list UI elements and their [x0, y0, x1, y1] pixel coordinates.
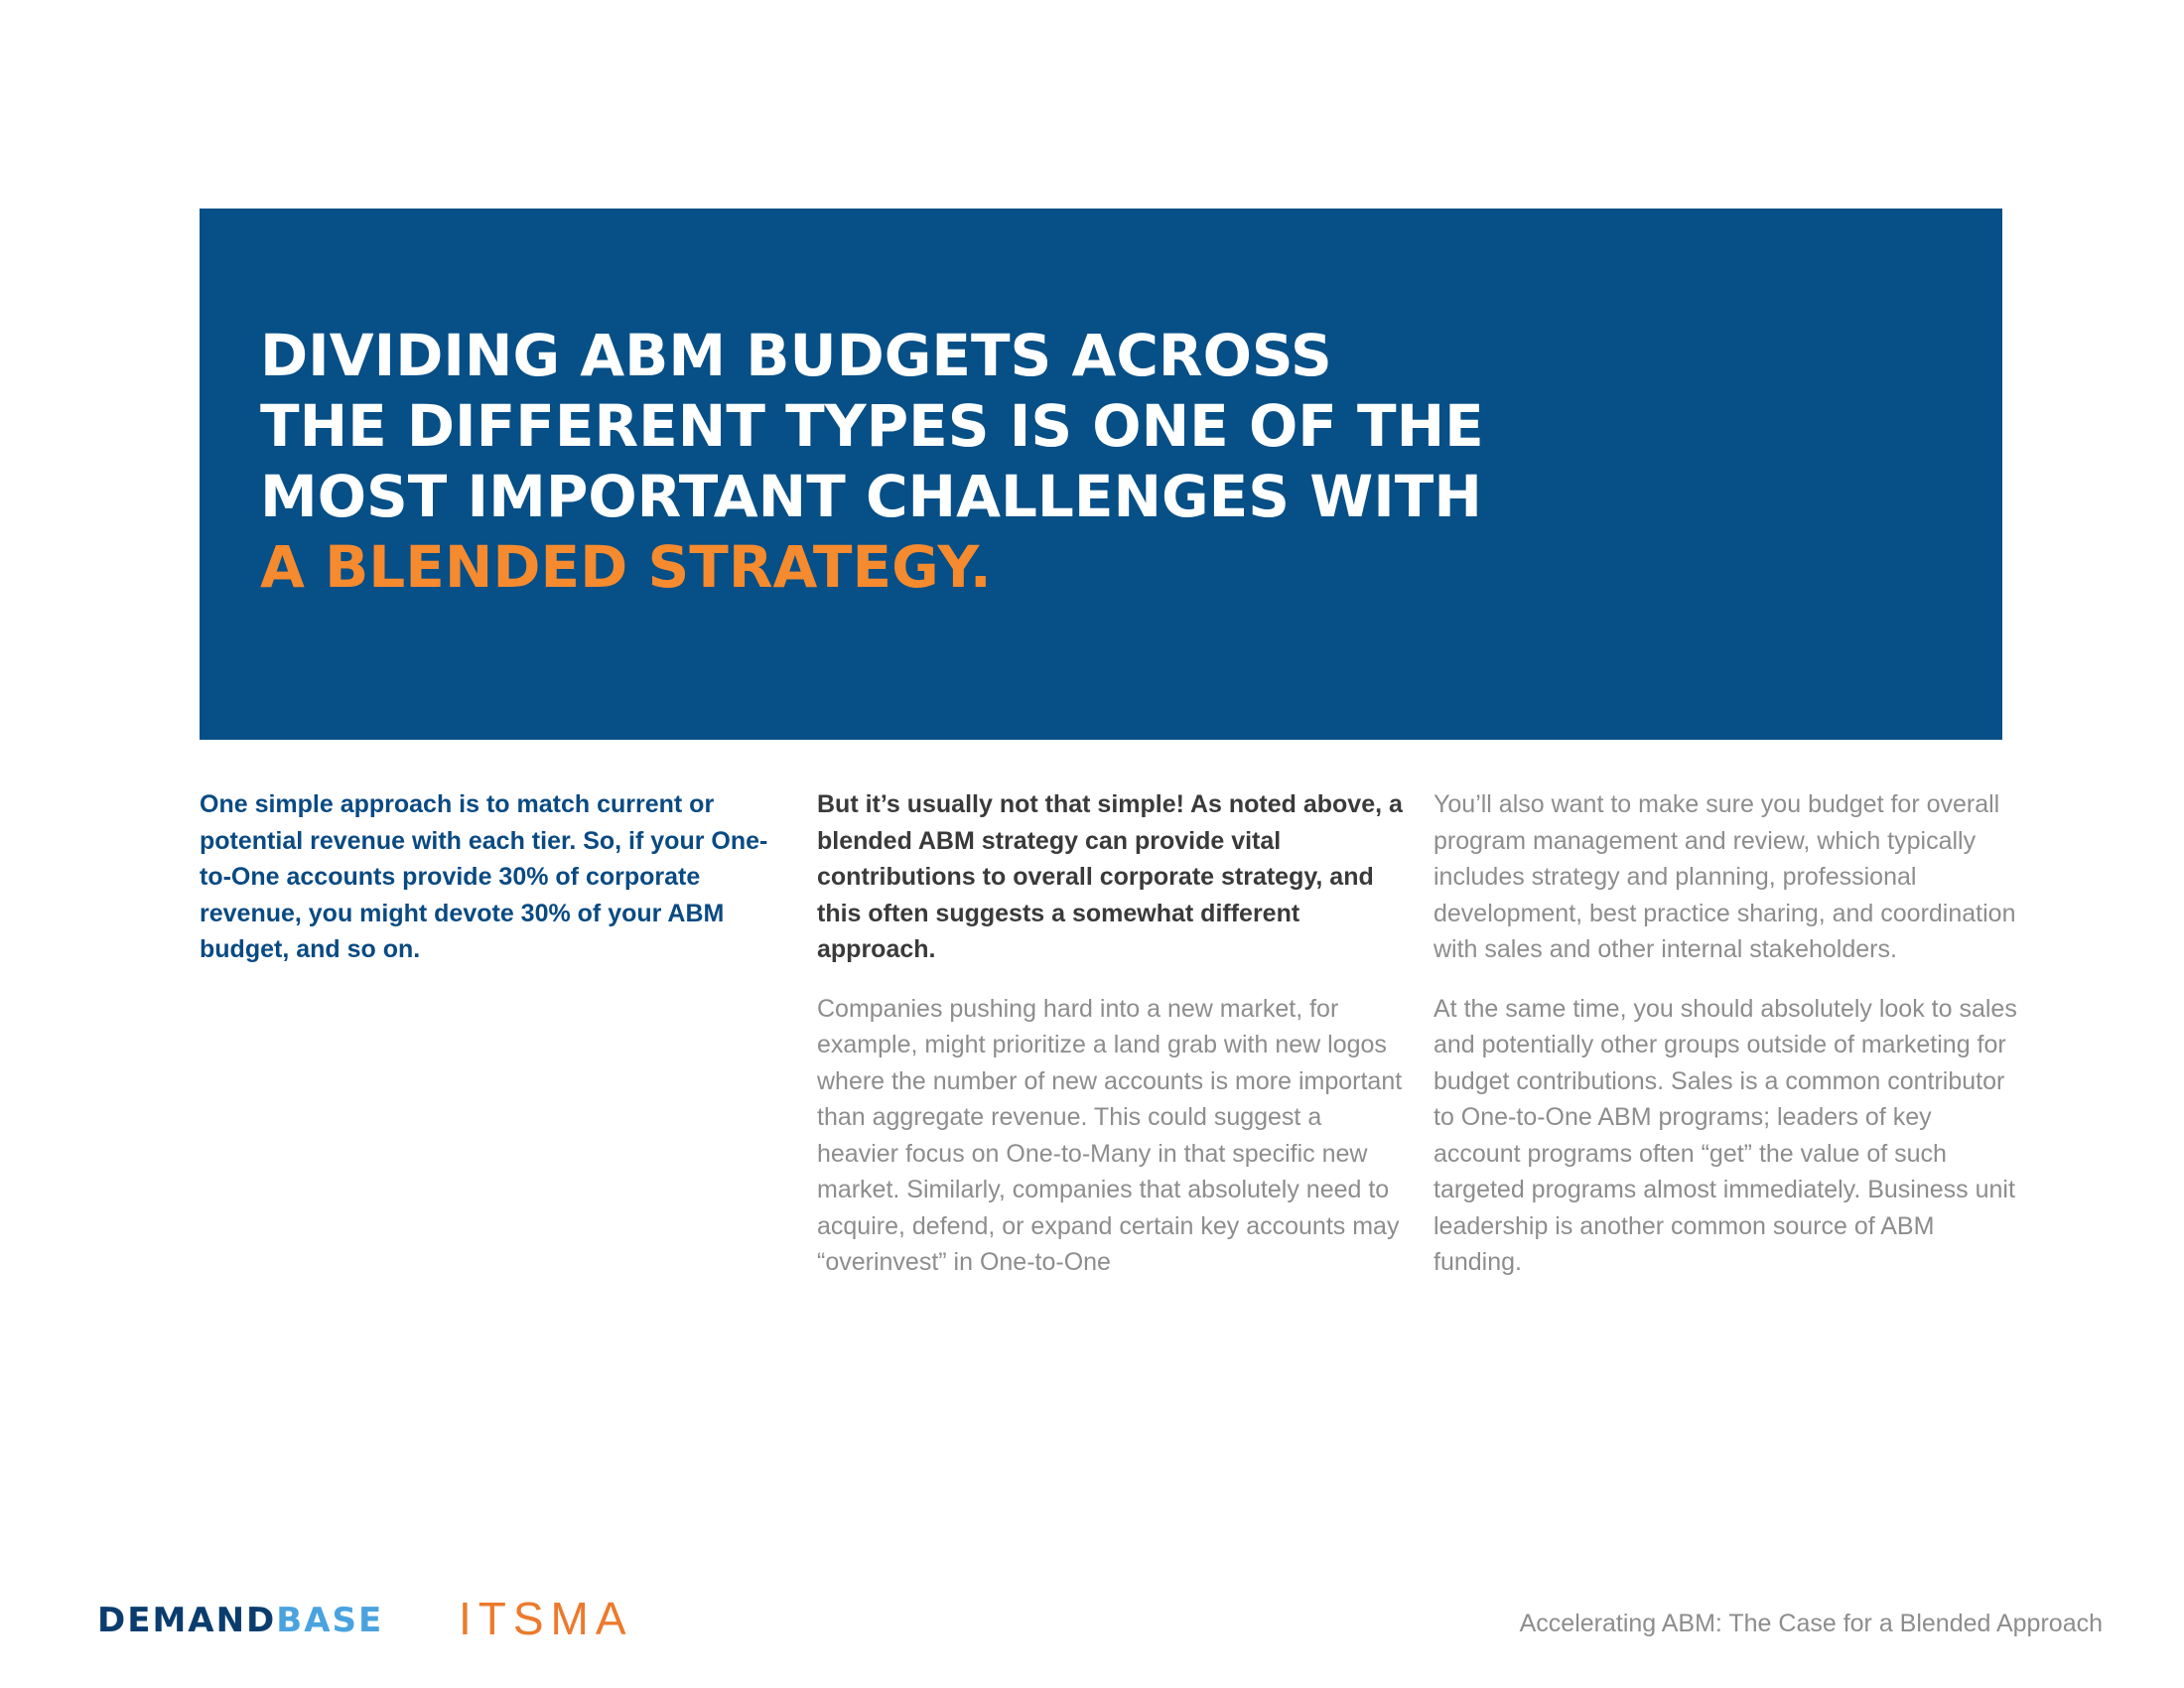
column-right — [1433, 786, 2019, 1304]
column-right-body-2: At the same time, you should absolutely look to sales and potentially other groups outside of marketing for budget contributions. Sales is a common contributor to One-to-One ABM programs; leaders of key account programs often “get” the value of such targeted programs almost immediately. Business unit leadership is another common source of ABM funding. — [1433, 994, 2017, 1276]
column-middle-lead: But it’s usually not that simple! As noted above, a blended ABM strategy can provide vital contributions to overall corporate strategy, and this often suggests a somewhat different approach. — [817, 790, 1403, 963]
headline-banner — [200, 209, 2002, 740]
headline — [260, 321, 1484, 603]
headline-line-2: THE DIFFERENT TYPES IS ONE OF THE — [260, 392, 1484, 460]
column-middle — [817, 786, 1403, 1304]
column-right-body-1: You’ll also want to make sure you budget for overall program management and review, which typically includes strategy and planning, professional development, best practice sharing, and coordination with sales and other internal stakeholders. — [1433, 790, 2016, 963]
footer-document-title: Accelerating ABM: The Case for a Blended Approach — [1519, 1610, 2103, 1637]
demandbase-logo-part2: BASE — [276, 1601, 384, 1640]
itsma-logo: ITSMA — [459, 1593, 633, 1644]
demandbase-logo — [97, 1601, 383, 1640]
column-left-lead: One simple approach is to match current or potential revenue with each tier. So, if your One-to-One accounts provide 30% of corporate revenue, you might devote 30% of your ABM budget, and so on. — [200, 790, 768, 963]
headline-accent: A BLENDED STRATEGY. — [260, 533, 992, 601]
demandbase-logo-part1: DEMAND — [97, 1601, 277, 1640]
column-middle-body: Companies pushing hard into a new market, for example, might prioritize a land grab with new logos where the number of new accounts is more important than aggregate revenue. This could suggest a heavier focus on One-to-Many in that specific new market. Similarly, companies that absolutely need to acquire, defend, or expand certain key accounts may “overinvest” in One-to-One — [817, 994, 1403, 1276]
headline-line-1: DIVIDING ABM BUDGETS ACROSS — [260, 322, 1332, 389]
column-left — [200, 786, 785, 991]
headline-line-3: MOST IMPORTANT CHALLENGES WITH — [260, 463, 1482, 530]
